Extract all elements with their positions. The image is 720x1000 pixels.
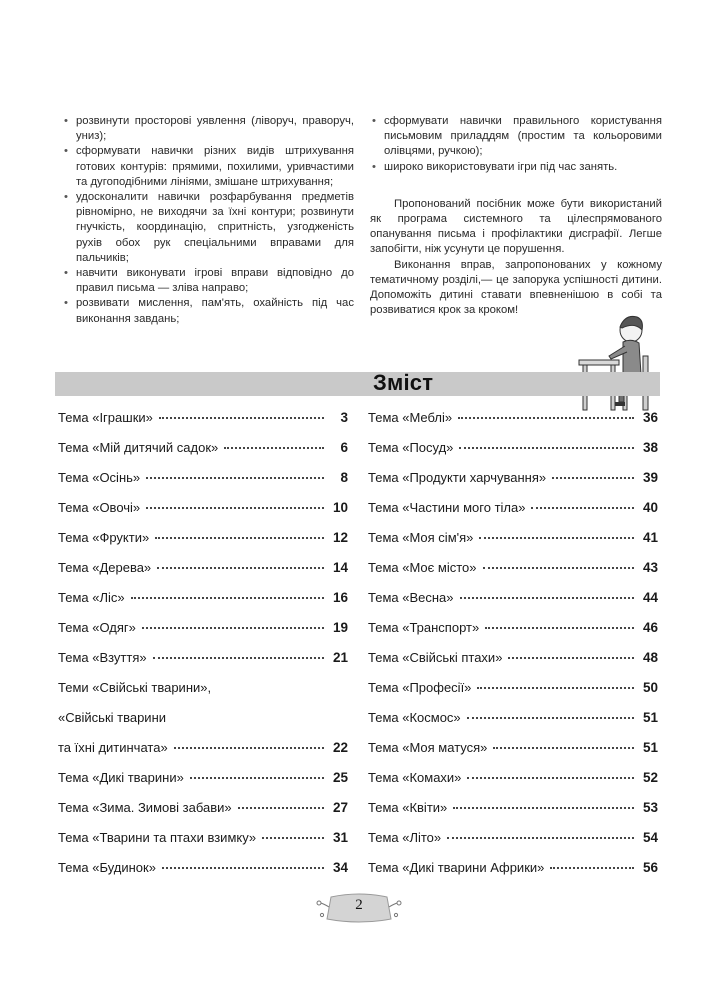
toc-entry: Тема «Ліс» 16 bbox=[58, 590, 348, 605]
toc-entry: Тема «Моє місто» 43 bbox=[368, 560, 658, 575]
toc-entry: Тема «Осінь» 8 bbox=[58, 470, 348, 485]
toc-entry: Тема «Мій дитячий садок» 6 bbox=[58, 440, 348, 455]
intro-left-bullets bbox=[62, 114, 354, 327]
toc-banner bbox=[55, 371, 660, 397]
toc-entry: Тема «Продукти харчування» 39 bbox=[368, 470, 658, 485]
toc-entry: Тема «Частини мого тіла» 40 bbox=[368, 500, 658, 515]
toc-entry: Тема «Свійські птахи» 48 bbox=[368, 650, 658, 665]
intro-right-bullets bbox=[370, 114, 662, 175]
toc-entry: Тема «Іграшки» 3 bbox=[58, 410, 348, 425]
toc-entry: та їхні дитинчата» 22 bbox=[58, 740, 348, 755]
banner-bar bbox=[55, 372, 660, 396]
toc-entry: Тема «Меблі» 36 bbox=[368, 410, 658, 425]
toc-entry: Теми «Свійські тварини», bbox=[58, 680, 212, 695]
toc-entry: Тема «Весна» 44 bbox=[368, 590, 658, 605]
child-at-desk-illustration bbox=[575, 312, 660, 412]
toc-entry: Тема «Моя матуся» 51 bbox=[368, 740, 658, 755]
toc-entry: Тема «Квіти» 53 bbox=[368, 800, 658, 815]
toc-entry: Тема «Моя сім'я» 41 bbox=[368, 530, 658, 545]
toc-entry: Тема «Зима. Зимові забави» 27 bbox=[58, 800, 348, 815]
toc-entry: Тема «Дикі тварини» 25 bbox=[58, 770, 348, 785]
bullet-item: • сформувати навички правильного користування письмовим приладдям (простим та кольоровими олівцями, ручкою); bbox=[370, 114, 662, 160]
toc-left-column bbox=[58, 410, 348, 890]
toc-title: Зміст bbox=[373, 370, 434, 395]
toc-entry: Тема «Посуд» 38 bbox=[368, 440, 658, 455]
intro-paragraph: Пропонований посібник може бути використаний як програма системного та цілеспрямованого опанування письма і профілактики дисграфії. Легше запобігти, ніж усунути це порушення. bbox=[370, 197, 662, 256]
toc-entry: Тема «Овочі» 10 bbox=[58, 500, 348, 515]
intro-paragraph: Виконання вправ, запропонованих у кожному тематичному розділі,— це запорука успішності дитини. Допоможіть дитині ставати впевненішою в собі та розвиватися крок за кроком! bbox=[370, 258, 662, 317]
toc-entry: Тема «Космос» 51 bbox=[368, 710, 658, 725]
toc-entry: Тема «Будинок» 34 bbox=[58, 860, 348, 875]
page-number-badge bbox=[313, 893, 405, 923]
toc-entry: Тема «Транспорт» 46 bbox=[368, 620, 658, 635]
bullet-item: • широко використовувати ігри під час занять. bbox=[370, 160, 662, 175]
toc-entry: Тема «Тварини та птахи взимку» 31 bbox=[58, 830, 348, 845]
bullet-item: • навчити виконувати ігрові вправи відповідно до правил письма — зліва направо; bbox=[62, 266, 354, 296]
toc-entry: Тема «Комахи» 52 bbox=[368, 770, 658, 785]
toc-entry: «Свійські тварини bbox=[58, 710, 167, 725]
bullet-item: • розвинути просторові уявлення (ліворуч, праворуч, униз); bbox=[62, 114, 354, 144]
intro-right-column bbox=[370, 114, 662, 318]
bullet-item: • удосконалити навички розфарбування предметів рівномірно, не виходячи за їхні контури; розвинути гнучкість, координацію, спритність, узгодженість рухів обох рук спеціальними вправами для пальчиків; bbox=[62, 190, 354, 266]
toc-right-column bbox=[368, 410, 658, 890]
toc-entry: Тема «Дикі тварини Африки» 56 bbox=[368, 860, 658, 875]
toc-entry: Тема «Професії» 50 bbox=[368, 680, 658, 695]
toc-entry: Тема «Літо» 54 bbox=[368, 830, 658, 845]
toc-entry: Тема «Взуття» 21 bbox=[58, 650, 348, 665]
bullet-item: • сформувати навички різних видів штрихування готових контурів: прямими, похилими, уривчастими та дугоподібними лініями, змішане штрихування; bbox=[62, 144, 354, 190]
page-number: 2 bbox=[355, 897, 363, 913]
toc-entry: Тема «Одяг» 19 bbox=[58, 620, 348, 635]
bullet-item: • розвивати мислення, пам'ять, охайність під час виконання завдань; bbox=[62, 296, 354, 326]
intro-left-column bbox=[62, 114, 354, 327]
toc-entry: Тема «Фрукти» 12 bbox=[58, 530, 348, 545]
toc-entry: Тема «Дерева» 14 bbox=[58, 560, 348, 575]
